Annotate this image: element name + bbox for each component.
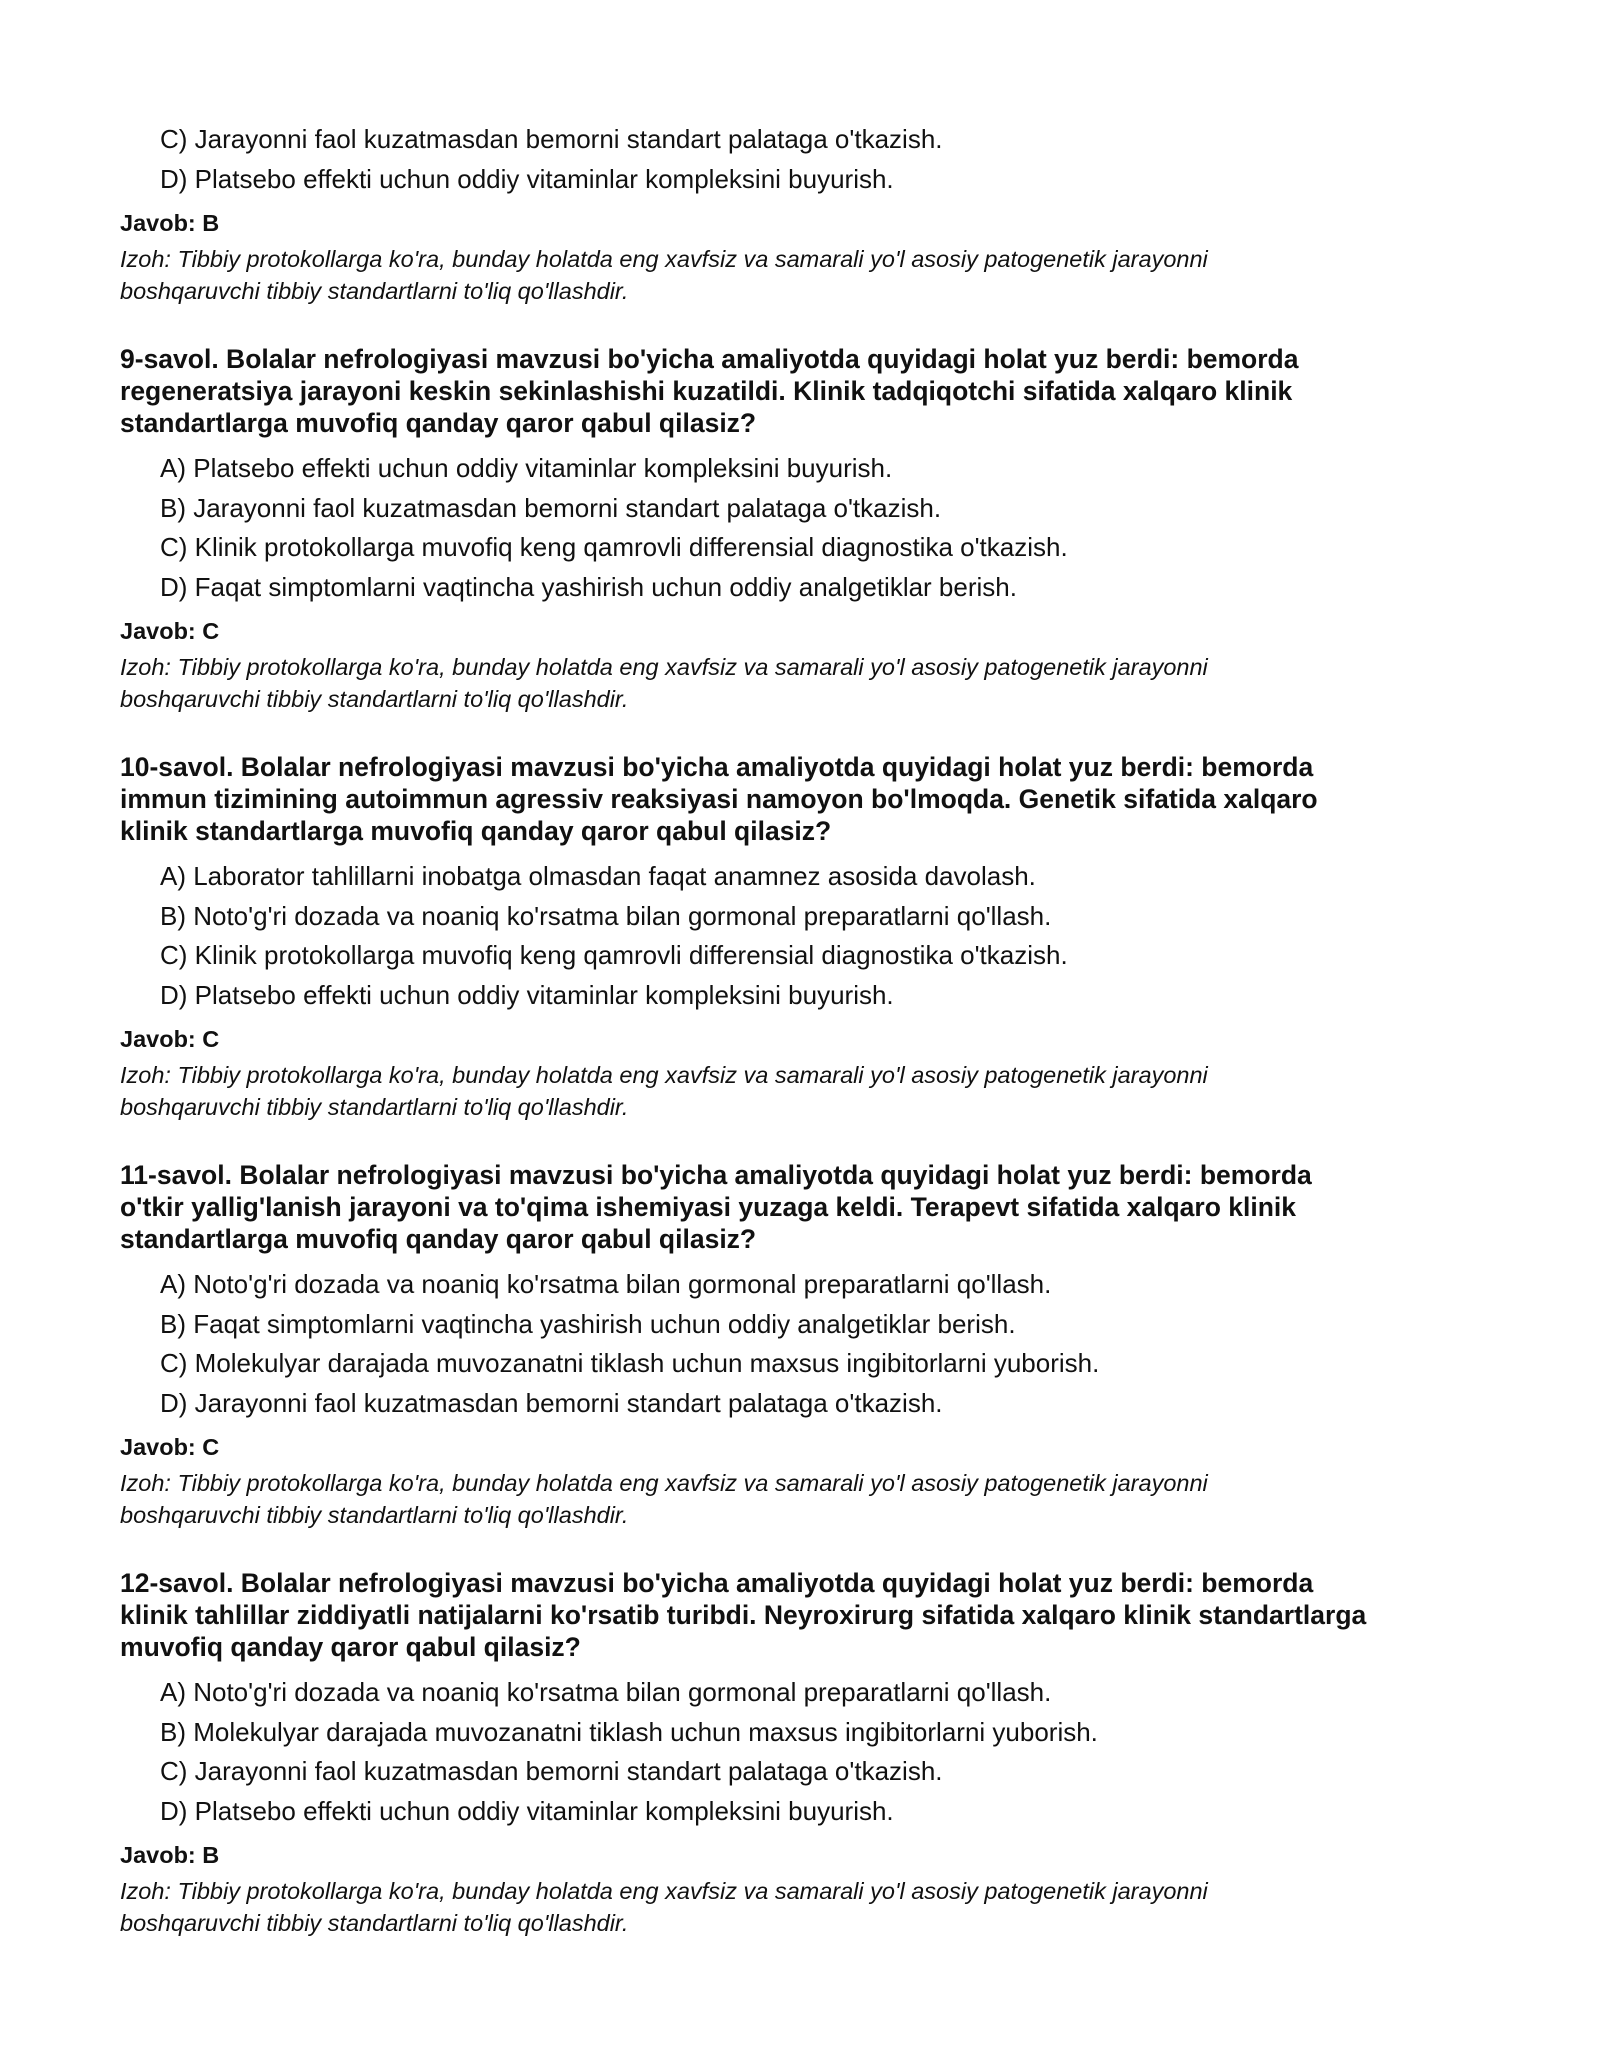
question-line: klinik tahlillar ziddiyatli natijalarni ko'rsatib turibdi. Neyroxirurg sifatida xalqaro klinik standartlarga (120, 1600, 1367, 1630)
explanation-line: boshqaruvchi tibbiy standartlarni to'liq qo'llashdir. (120, 1094, 629, 1120)
explanation (120, 243, 1500, 307)
question-12 (120, 1567, 1500, 1939)
option-a: A) Laborator tahlillarni inobatga olmasdan faqat anamnez asosida davolash. (160, 861, 1036, 891)
option-b: B) Faqat simptomlarni vaqtincha yashirish uchun oddiy analgetiklar berish. (160, 1308, 1016, 1339)
option-a: A) Platsebo effekti uchun oddiy vitaminlar kompleksini buyurish. (160, 453, 893, 483)
document-page (120, 120, 1500, 1939)
question-line: regeneratsiya jarayoni keskin sekinlashishi kuzatildi. Klinik tadqiqotchi sifatida xalqaro klinik (120, 376, 1293, 406)
question-9 (120, 343, 1500, 715)
question-text (120, 751, 1500, 847)
explanation-line: boshqaruvchi tibbiy standartlarni to'liq qo'llashdir. (120, 686, 629, 712)
answer: Javob: B (120, 210, 220, 236)
question-line: 10-savol. Bolalar nefrologiyasi mavzusi bo'yicha amaliyotda quyidagi holat yuz berdi: bemorda (120, 752, 1314, 782)
explanation-line: Izoh: Tibbiy protokollarga ko'ra, bunday holatda eng xavfsiz va samarali yo'l asosiy patogenetik jarayonni (120, 1062, 1208, 1088)
question-line: standartlarga muvofiq qanday qaror qabul qilasiz? (120, 1224, 757, 1254)
option-c: C) Jarayonni faol kuzatmasdan bemorni standart palataga o'tkazish. (160, 124, 943, 154)
option-c: C) Jarayonni faol kuzatmasdan bemorni standart palataga o'tkazish. (160, 1756, 943, 1786)
option-d: D) Platsebo effekti uchun oddiy vitaminlar kompleksini buyurish. (160, 1795, 894, 1826)
explanation (120, 1875, 1500, 1939)
option-b: B) Noto'g'ri dozada va noaniq ko'rsatma bilan gormonal preparatlarni qo'llash. (160, 900, 1052, 931)
explanation (120, 1467, 1500, 1531)
option-d: D) Jarayonni faol kuzatmasdan bemorni standart palataga o'tkazish. (160, 1387, 943, 1418)
explanation-line: Izoh: Tibbiy protokollarga ko'ra, bunday holatda eng xavfsiz va samarali yo'l asosiy patogenetik jarayonni (120, 1878, 1208, 1904)
question-8-tail (120, 120, 1500, 307)
explanation-line: Izoh: Tibbiy protokollarga ko'ra, bunday holatda eng xavfsiz va samarali yo'l asosiy patogenetik jarayonni (120, 1470, 1208, 1496)
explanation-line: boshqaruvchi tibbiy standartlarni to'liq qo'llashdir. (120, 1910, 629, 1936)
explanation-line: boshqaruvchi tibbiy standartlarni to'liq qo'llashdir. (120, 1502, 629, 1528)
option-c: C) Klinik protokollarga muvofiq keng qamrovli differensial diagnostika o'tkazish. (160, 532, 1068, 562)
explanation (120, 1059, 1500, 1123)
option-c: C) Klinik protokollarga muvofiq keng qamrovli differensial diagnostika o'tkazish. (160, 940, 1068, 970)
question-line: immun tizimining autoimmun agressiv reaksiyasi namoyon bo'lmoqda. Genetik sifatida xalqaro (120, 784, 1318, 814)
question-text (120, 1567, 1500, 1663)
question-11 (120, 1159, 1500, 1531)
question-line: klinik standartlarga muvofiq qanday qaror qabul qilasiz? (120, 816, 832, 846)
question-text (120, 343, 1500, 439)
option-d: D) Faqat simptomlarni vaqtincha yashirish uchun oddiy analgetiklar berish. (160, 571, 1017, 602)
question-line: standartlarga muvofiq qanday qaror qabul qilasiz? (120, 408, 757, 438)
option-d: D) Platsebo effekti uchun oddiy vitaminlar kompleksini buyurish. (160, 163, 894, 194)
answer: Javob: C (120, 618, 220, 644)
option-a: A) Noto'g'ri dozada va noaniq ko'rsatma bilan gormonal preparatlarni qo'llash. (160, 1269, 1052, 1299)
question-text (120, 1159, 1500, 1255)
question-line: muvofiq qanday qaror qabul qilasiz? (120, 1632, 581, 1662)
answer: Javob: C (120, 1026, 220, 1052)
explanation (120, 651, 1500, 715)
question-10 (120, 751, 1500, 1123)
question-line: 12-savol. Bolalar nefrologiyasi mavzusi bo'yicha amaliyotda quyidagi holat yuz berdi: bemorda (120, 1568, 1314, 1598)
question-line: 11-savol. Bolalar nefrologiyasi mavzusi bo'yicha amaliyotda quyidagi holat yuz berdi: bemorda (120, 1160, 1312, 1190)
option-a: A) Noto'g'ri dozada va noaniq ko'rsatma bilan gormonal preparatlarni qo'llash. (160, 1677, 1052, 1707)
answer: Javob: B (120, 1842, 220, 1868)
explanation-line: Izoh: Tibbiy protokollarga ko'ra, bunday holatda eng xavfsiz va samarali yo'l asosiy patogenetik jarayonni (120, 246, 1208, 272)
answer: Javob: C (120, 1434, 220, 1460)
option-d: D) Platsebo effekti uchun oddiy vitaminlar kompleksini buyurish. (160, 979, 894, 1010)
option-b: B) Jarayonni faol kuzatmasdan bemorni standart palataga o'tkazish. (160, 492, 942, 523)
explanation-line: boshqaruvchi tibbiy standartlarni to'liq qo'llashdir. (120, 278, 629, 304)
question-line: 9-savol. Bolalar nefrologiyasi mavzusi bo'yicha amaliyotda quyidagi holat yuz berdi: bemorda (120, 344, 1299, 374)
question-line: o'tkir yallig'lanish jarayoni va to'qima ishemiyasi yuzaga keldi. Terapevt sifatida xalqaro klinik (120, 1192, 1297, 1222)
option-c: C) Molekulyar darajada muvozanatni tiklash uchun maxsus ingibitorlarni yuborish. (160, 1348, 1100, 1378)
option-b: B) Molekulyar darajada muvozanatni tiklash uchun maxsus ingibitorlarni yuborish. (160, 1716, 1098, 1747)
explanation-line: Izoh: Tibbiy protokollarga ko'ra, bunday holatda eng xavfsiz va samarali yo'l asosiy patogenetik jarayonni (120, 654, 1208, 680)
